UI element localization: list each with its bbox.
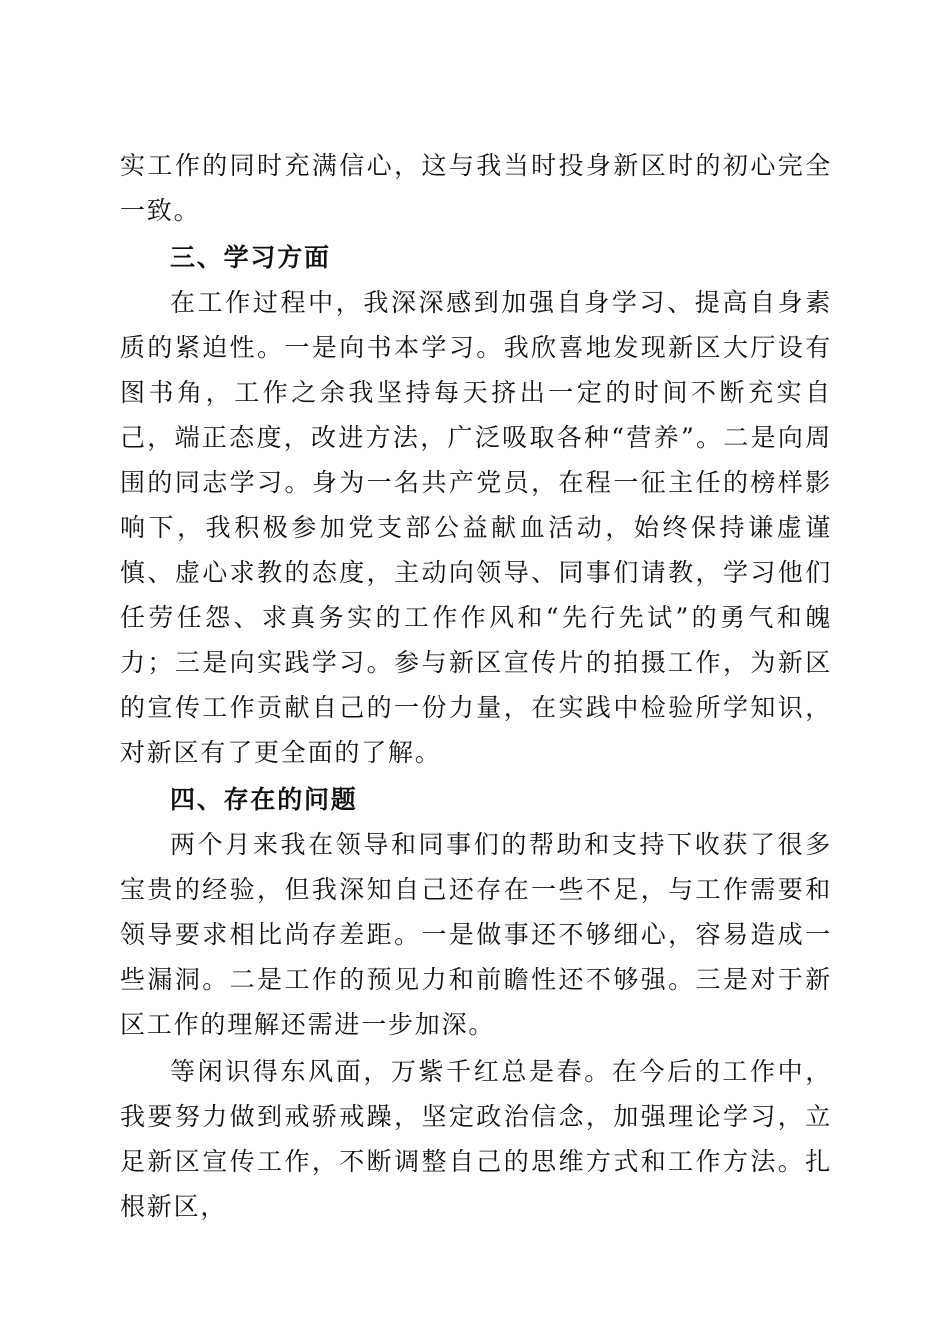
paragraph-study: 在工作过程中，我深深感到加强自身学习、提高自身素质的紧迫性。一是向书本学习。我欣喜地发现新区大厅设有图书角，工作之余我坚持每天挤出一定的时间不断充实自己，端正态度，改进方法，广泛吸取各种“营养”。二是向周围的同志学习。身为一名共产党员，在程一征主任的榜样影响下，我积极参加党支部公益献血活动，始终保持谦虚谨慎、虚心求教的态度，主动向领导、同事们请教，学习他们任劳任怨、求真务实的工作作风和“先行先试”的勇气和魄力；三是向实践学习。参与新区宣传片的拍摄工作，为新区的宣传工作贡献自己的一份力量，在实践中检验所学知识，对新区有了更全面的了解。 <box>120 288 832 767</box>
paragraph-continuation: 实工作的同时充满信心，这与我当时投身新区时的初心完全一致。 <box>120 151 832 225</box>
section-heading-study: 三、学习方面 <box>170 243 331 272</box>
paragraph-problems: 两个月来我在领导和同事们的帮助和支持下收获了很多宝贵的经验，但我深知自己还存在一些不足，与工作需要和领导要求相比尚存差距。一是做事还不够细心，容易造成一些漏洞。二是工作的预见力和前瞻性还不够强。三是对于新区工作的理解还需进一步加深。 <box>120 830 832 1039</box>
paragraph-future: 等闲识得东风面，万紫千红总是春。在今后的工作中，我要努力做到戒骄戒躁，坚定政治信念，加强理论学习，立足新区宣传工作，不断调整自己的思维方式和工作方法。扎根新区， <box>120 1057 832 1221</box>
document-page <box>120 143 832 1229</box>
section-heading-problems: 四、存在的问题 <box>170 785 358 814</box>
